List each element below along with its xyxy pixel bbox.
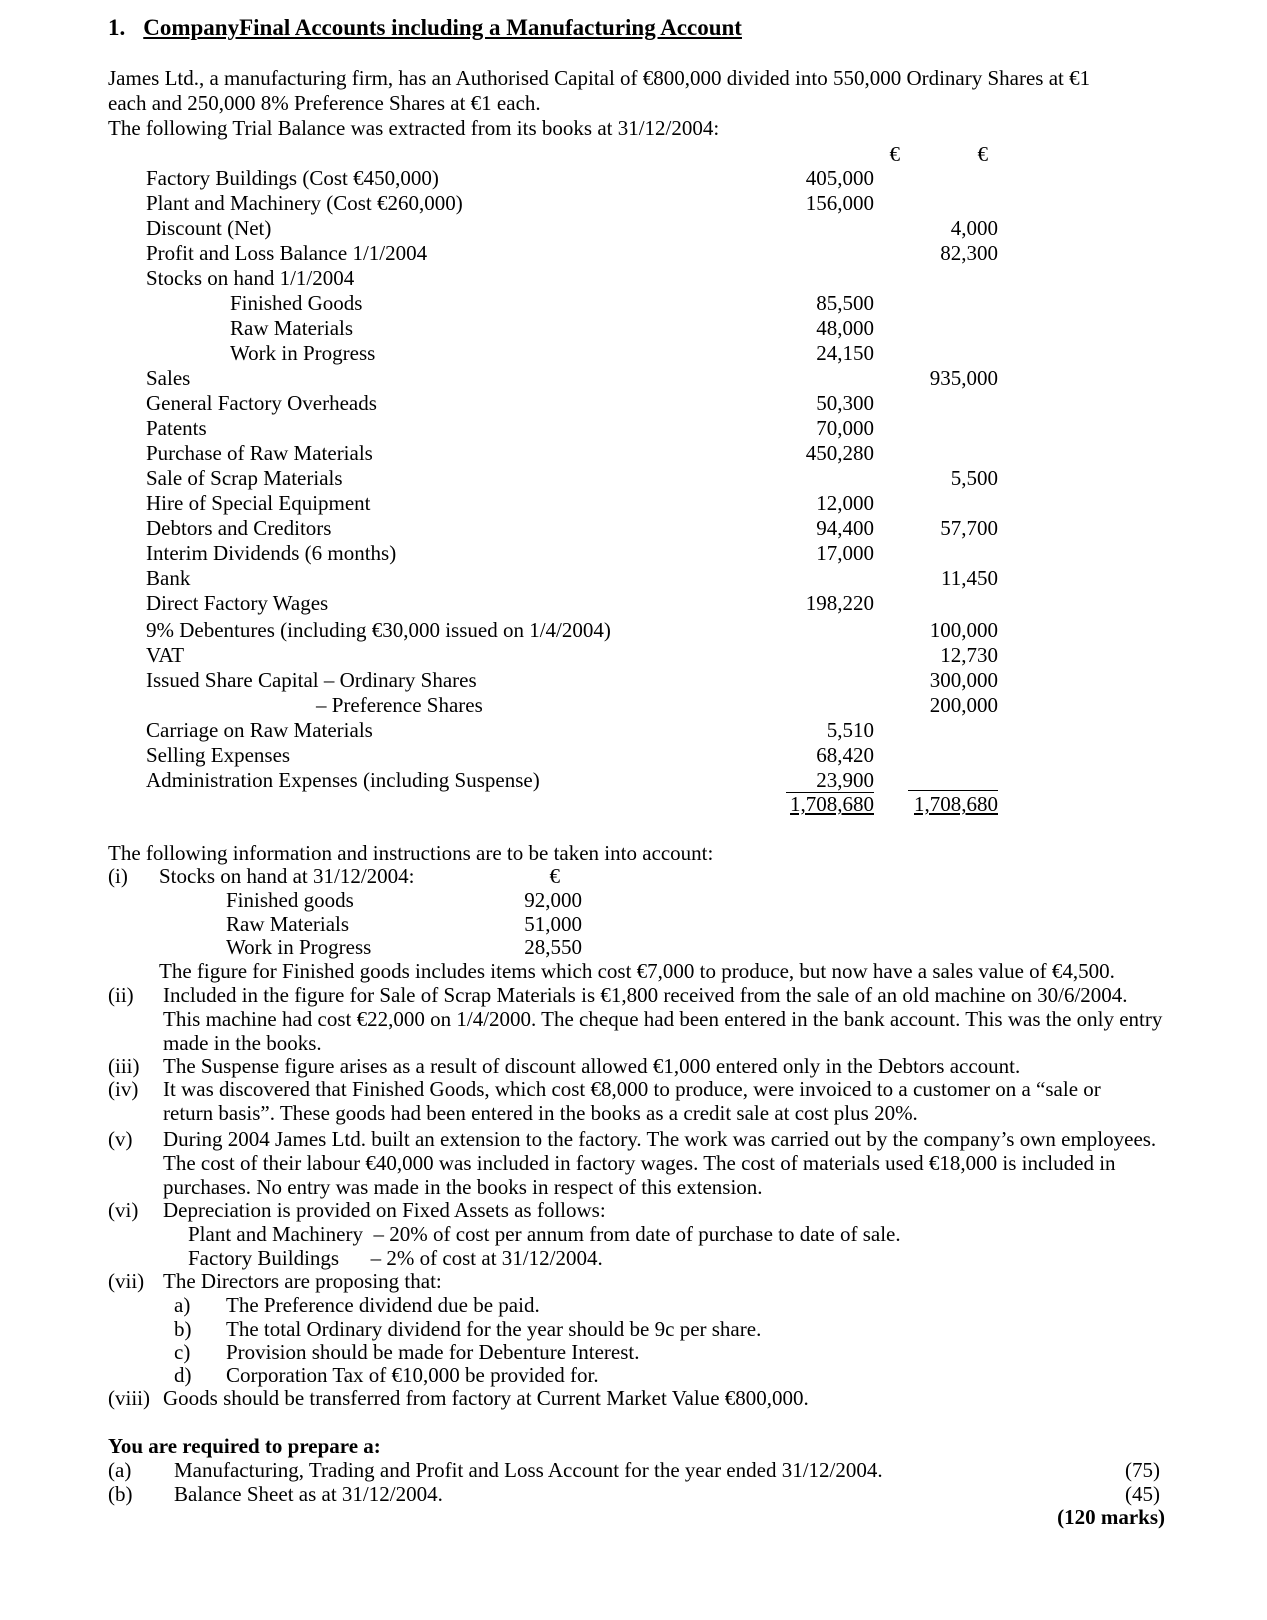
required-letter: (b) xyxy=(108,1482,133,1506)
trial-balance-label: Plant and Machinery (Cost €260,000) xyxy=(146,191,463,215)
trial-balance-label: Sales xyxy=(146,366,191,390)
required-letter: (a) xyxy=(108,1458,132,1482)
item-ii-text: Included in the figure for Sale of Scrap Materials is €1,800 received from the sale of an old machine on 30/6/2004. This machine had cost €22,000 on 1/4/2000. The cheque had been entered in the bank account. This was the only entry made in the books. xyxy=(163,983,1163,1055)
trial-balance-label: Discount (Net) xyxy=(146,216,272,240)
item-vii-text: The Directors are proposing that: xyxy=(163,1269,442,1293)
trial-balance-credit: 100,000 xyxy=(929,618,998,642)
trial-balance-credit: 935,000 xyxy=(929,366,998,390)
item-viii-roman: (viii) xyxy=(108,1386,150,1410)
trial-balance-debit: 50,300 xyxy=(816,391,874,415)
trial-balance-credit: 4,000 xyxy=(950,216,998,240)
proposal-text: The Preference dividend due be paid. xyxy=(226,1293,540,1317)
trial-balance-label: Selling Expenses xyxy=(146,743,291,767)
proposal-letter: d) xyxy=(174,1363,192,1387)
credit-total-rule xyxy=(908,790,998,791)
item-iii-text: The Suspense figure arises as a result of discount allowed €1,000 entered only in the Debtors account. xyxy=(163,1054,1021,1078)
depreciation-plant: Plant and Machinery – 20% of cost per annum from date of purchase to date of sale. xyxy=(188,1222,901,1246)
item-vi-text: Depreciation is provided on Fixed Assets as follows: xyxy=(163,1198,606,1222)
trial-balance-debit: 94,400 xyxy=(816,516,874,540)
trial-balance-debit: 24,150 xyxy=(816,341,874,365)
trial-balance-label: Raw Materials xyxy=(230,316,354,340)
total-debit: 1,708,680 xyxy=(790,792,874,816)
trial-balance-label: Bank xyxy=(146,566,191,590)
required-heading: You are required to prepare a: xyxy=(108,1434,381,1458)
info-heading: The following information and instructions are to be taken into account: xyxy=(108,841,714,865)
trial-balance-credit: 12,730 xyxy=(940,643,998,667)
trial-balance-debit: 68,420 xyxy=(816,743,874,767)
trial-balance-debit: 198,220 xyxy=(805,591,874,615)
trial-balance-label: Sale of Scrap Materials xyxy=(146,466,343,490)
item-v-text: During 2004 James Ltd. built an extension to the factory. The work was carried out by the company’s own employees. The cost of their labour €40,000 was included in factory wages. The cost of materials used €18,000 is included in purchases. No entry was made in the books in respect of this extension. xyxy=(163,1127,1157,1199)
stock-label: Work in Progress xyxy=(226,935,372,959)
intro-line-1: James Ltd., a manufacturing firm, has an Authorised Capital of €800,000 divided into 550,000 Ordinary Shares at €1 xyxy=(108,66,1091,90)
trial-balance-label: Purchase of Raw Materials xyxy=(146,441,373,465)
stock-value: 28,550 xyxy=(524,935,582,959)
question-heading: CompanyFinal Accounts including a Manufacturing Account xyxy=(143,15,742,40)
trial-balance-debit: 156,000 xyxy=(805,191,874,215)
trial-balance-debit: 450,280 xyxy=(805,441,874,465)
proposal-letter: c) xyxy=(174,1340,191,1364)
trial-balance-label: Stocks on hand 1/1/2004 xyxy=(146,266,355,290)
credit-currency-header: € xyxy=(977,142,988,166)
proposal-text: Provision should be made for Debenture Interest. xyxy=(226,1340,640,1364)
trial-balance-credit: 57,700 xyxy=(940,516,998,540)
trial-balance-label: Issued Share Capital – Ordinary Shares xyxy=(146,668,477,692)
total-credit: 1,708,680 xyxy=(914,792,998,816)
trial-balance-debit: 5,510 xyxy=(826,718,874,742)
intro-line-2: each and 250,000 8% Preference Shares at €1 each. xyxy=(108,91,541,115)
trial-balance-label: Finished Goods xyxy=(230,291,363,315)
required-text: Balance Sheet as at 31/12/2004. xyxy=(174,1482,443,1506)
trial-balance-label: Interim Dividends (6 months) xyxy=(146,541,397,565)
trial-balance-label: Factory Buildings (Cost €450,000) xyxy=(146,166,439,190)
trial-balance-credit: 11,450 xyxy=(941,566,998,590)
required-marks: (75) xyxy=(1125,1458,1160,1482)
item-ii-roman: (ii) xyxy=(108,983,134,1007)
trial-balance-credit: 200,000 xyxy=(929,693,998,717)
question-number: 1. xyxy=(108,15,126,40)
item-i-note: The figure for Finished goods includes items which cost €7,000 to produce, but now have a sales value of €4,500. xyxy=(159,959,1115,983)
stock-label: Finished goods xyxy=(226,888,354,912)
trial-balance-debit: 48,000 xyxy=(816,316,874,340)
question-title xyxy=(108,16,742,40)
item-i-text: Stocks on hand at 31/12/2004: xyxy=(159,864,415,888)
trial-balance-debit: 23,900 xyxy=(786,768,874,793)
trial-balance-label: Administration Expenses (including Suspense) xyxy=(146,768,540,792)
stock-value: 92,000 xyxy=(524,888,582,912)
trial-balance-credit: 82,300 xyxy=(940,241,998,265)
item-iv-text: It was discovered that Finished Goods, which cost €8,000 to produce, were invoiced to a customer on a “sale or return basis”. These goods had been entered in the books as a credit sale at cost plus 20%. xyxy=(163,1077,1101,1125)
trial-balance-credit: 5,500 xyxy=(950,466,998,490)
trial-balance-label: – Preference Shares xyxy=(316,693,483,717)
trial-balance-debit: 17,000 xyxy=(816,541,874,565)
trial-balance-label: 9% Debentures (including €30,000 issued on 1/4/2004) xyxy=(146,618,611,642)
trial-balance-debit: 85,500 xyxy=(816,291,874,315)
trial-balance-label: Debtors and Creditors xyxy=(146,516,332,540)
proposal-text: The total Ordinary dividend for the year should be 9c per share. xyxy=(226,1317,762,1341)
trial-balance-label: Work in Progress xyxy=(230,341,376,365)
item-iv-roman: (iv) xyxy=(108,1077,139,1101)
item-v-roman: (v) xyxy=(108,1127,133,1151)
trial-balance-debit: 405,000 xyxy=(805,166,874,190)
intro-line-3: The following Trial Balance was extracted from its books at 31/12/2004: xyxy=(108,116,720,140)
trial-balance-label: Profit and Loss Balance 1/1/2004 xyxy=(146,241,428,265)
proposal-letter: b) xyxy=(174,1317,192,1341)
stock-label: Raw Materials xyxy=(226,912,350,936)
item-vii-roman: (vii) xyxy=(108,1269,145,1293)
trial-balance-credit: 300,000 xyxy=(929,668,998,692)
required-marks: (45) xyxy=(1125,1482,1160,1506)
stock-value: 51,000 xyxy=(524,912,582,936)
stock-currency: € xyxy=(549,864,560,888)
item-iii-roman: (iii) xyxy=(108,1054,140,1078)
required-text: Manufacturing, Trading and Profit and Loss Account for the year ended 31/12/2004. xyxy=(174,1458,883,1482)
debit-currency-header: € xyxy=(889,142,900,166)
item-i-roman: (i) xyxy=(108,864,128,888)
item-viii-text: Goods should be transferred from factory at Current Market Value €800,000. xyxy=(163,1386,809,1410)
trial-balance-label: Carriage on Raw Materials xyxy=(146,718,373,742)
trial-balance-label: General Factory Overheads xyxy=(146,391,377,415)
trial-balance-debit: 70,000 xyxy=(816,416,874,440)
trial-balance-debit: 12,000 xyxy=(816,491,874,515)
depreciation-buildings: Factory Buildings – 2% of cost at 31/12/2004. xyxy=(188,1246,603,1270)
total-marks: (120 marks) xyxy=(1057,1505,1165,1529)
trial-balance-label: VAT xyxy=(146,643,185,667)
proposal-text: Corporation Tax of €10,000 be provided for. xyxy=(226,1363,599,1387)
proposal-letter: a) xyxy=(174,1293,191,1317)
trial-balance-label: Patents xyxy=(146,416,207,440)
trial-balance-label: Hire of Special Equipment xyxy=(146,491,371,515)
trial-balance-label: Direct Factory Wages xyxy=(146,591,329,615)
item-vi-roman: (vi) xyxy=(108,1198,139,1222)
